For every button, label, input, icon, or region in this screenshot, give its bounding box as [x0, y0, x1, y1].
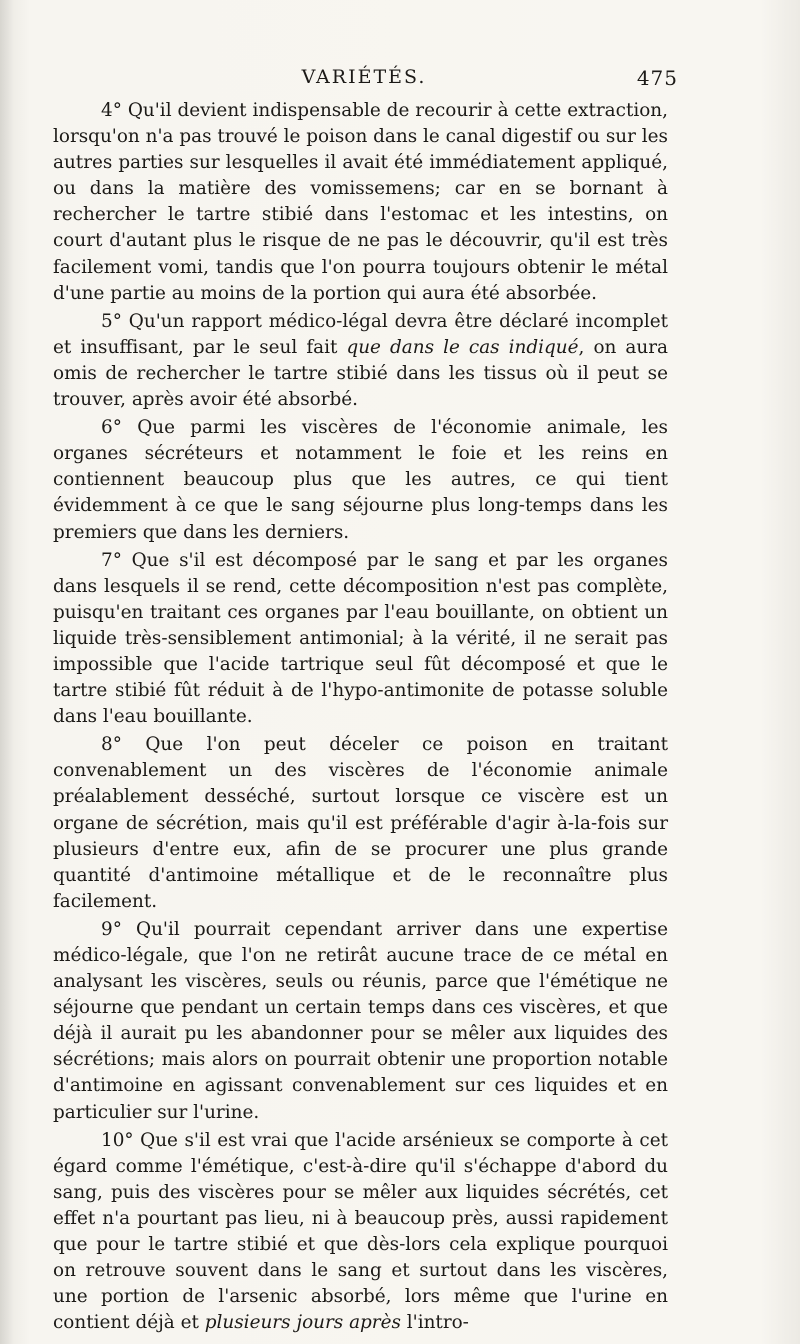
italic-phrase: plusieurs jours après [204, 1312, 401, 1334]
paragraph [53, 917, 668, 1126]
text-run: 7° Que s'il est décomposé par le sang et par les organes dans lesquels il se rend, cette décomposition n'est pas complète, puisqu'en traitant ces organes par l'eau bouillante, on obtient un liquide très-sensiblement antimonial; à la vérité, il ne serait pas impossible que l'acide tartrique seul fût décomposé et que le tartre stibié fût réduit à de l'hypo-antimonite de potasse soluble dans l'eau bouillante. [53, 549, 668, 728]
italic-phrase: que dans le cas indiqué [346, 336, 579, 358]
paragraph [53, 309, 668, 413]
page-number: 475 [636, 66, 678, 90]
text-run: 4° Qu'il devient indispensable de recourir à cette extraction, lorsqu'on n'a pas trouvé le poison dans le canal digestif ou sur les autres parties sur lesquelles il avait été immédiatement appliqué, ou dans la matière des vomissemens; car en se bornant à rechercher le tartre stibié dans l'estomac et les intestins, on court d'autant plus le risque de ne pas le découvrir, qu'il est très facilement vomi, tandis que l'on pourra toujours obtenir le métal d'une partie au moins de la portion qui aura été absorbée. [53, 100, 668, 304]
paragraph [53, 415, 668, 545]
gutter-shadow [0, 0, 14, 1344]
text-run: 9° Qu'il pourrait cependant arriver dans une expertise médico-légale, que l'on ne retirât aucune trace de ce métal en analysant les viscères, seuls ou réunis, parce que l'émétique ne séjourne que pendant un certain temps dans ces viscères, et que déjà il aurait pu les abandonner pour se mêler aux liquides des sécrétions; mais alors on pourrait obtenir une proportion notable d'antimoine en agissant convenablement sur ces liquides et en particulier sur l'urine. [53, 918, 668, 1123]
paragraph [53, 732, 668, 915]
paragraph [53, 548, 668, 731]
paragraph [53, 1128, 668, 1337]
text-run: l'intro- [400, 1312, 469, 1334]
running-title: VARIÉTÉS. [301, 66, 427, 88]
text-run: 10° Que s'il est vrai que l'acide arsénieux se comporte à cet égard comme l'émétique, c'est-à-dire qu'il s'échappe d'abord du sang, puis des viscères pour se mêler aux liquides sécrétés, cet effet n'a pourtant pas lieu, ni à beaucoup près, aussi rapidement que pour le tartre stibié et que dès-lors cela explique pourquoi on retrouve souvent dans le sang et surtout dans les viscères, une portion de l'arsenic absorbé, lors même que l'urine en contient déjà et [53, 1129, 668, 1334]
text-run: , on aura omis de rechercher le tartre stibié dans les tissus où il peut se trouver, après avoir été absorbé. [53, 336, 668, 411]
paragraph [53, 98, 668, 307]
page-header [52, 62, 676, 92]
text-run: 8° Que l'on peut déceler ce poison en traitant convenablement un des viscères de l'économie animale préalablement desséché, surtout lorsque ce viscère est un organe de sécrétion, mais qu'il est préférable d'agir à-la-fois sur plusieurs d'entre eux, afin de se procurer une plus grande quantité d'antimoine métallique et de le reconnaître plus facilement. [53, 734, 668, 912]
body-text [53, 98, 668, 1336]
text-run: 5° Qu'un rapport médico-légal devra être déclaré incomplet et insuffisant, par le seul fait [53, 310, 668, 358]
text-run: 6° Que parmi les viscères de l'économie animale, les organes sécréteurs et notamment le foie et les reins en contiennent beaucoup plus que les autres, ce qui tient évidemment à ce que le sang séjourne plus long-temps dans les premiers que dans les derniers. [53, 417, 668, 543]
